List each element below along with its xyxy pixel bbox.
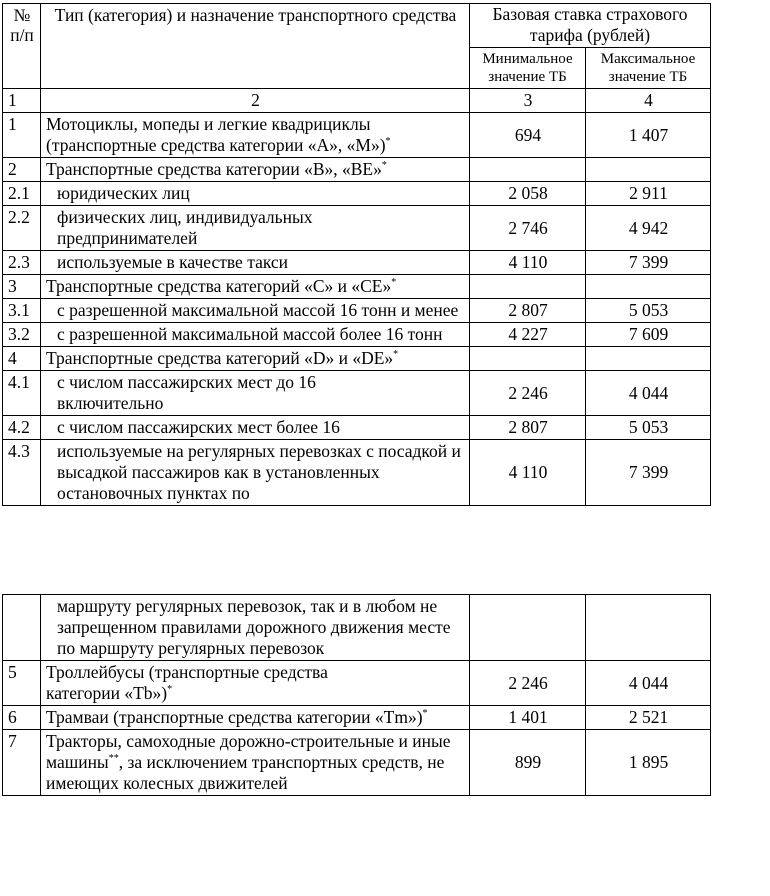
row-name: используемые в качестве такси — [41, 251, 470, 275]
col-number: 4 — [586, 89, 711, 113]
row-name: Трамваи (транспортные средства категории «Tm»)* — [41, 706, 470, 730]
table-row — [3, 275, 711, 299]
column-number-row — [3, 89, 711, 113]
table-row — [3, 251, 711, 275]
row-min: 2 807 — [470, 299, 586, 323]
col-number: 2 — [41, 89, 470, 113]
row-max — [586, 275, 711, 299]
table-row — [3, 730, 711, 796]
row-max: 1 407 — [586, 113, 711, 158]
row-name: маршруту регулярных перевозок, так и в любом не запрещенном правилами дорожного движения месте по маршруту регулярных перевозок — [41, 595, 470, 661]
row-name: Транспортные средства категорий «С» и «СЕ»* — [41, 275, 470, 299]
row-name: Троллейбусы (транспортные средства категории «Tb»)* — [41, 661, 470, 706]
row-no: 3.2 — [3, 323, 41, 347]
footnote-mark: * — [381, 160, 387, 172]
row-name: физических лиц, индивидуальных предпринимателей — [41, 206, 470, 251]
row-no: 4.2 — [3, 416, 41, 440]
row-max: 7 609 — [586, 323, 711, 347]
header-no: № п/п — [3, 4, 41, 89]
footnote-mark: * — [385, 136, 391, 148]
row-max: 7 399 — [586, 251, 711, 275]
row-no: 1 — [3, 113, 41, 158]
row-min: 2 746 — [470, 206, 586, 251]
tariff-table — [2, 3, 711, 506]
header-max: Максимальное значение ТБ — [586, 47, 711, 89]
footnote-mark: * — [393, 349, 399, 361]
row-min: 4 227 — [470, 323, 586, 347]
row-name: с числом пассажирских мест более 16 — [41, 416, 470, 440]
table-row — [3, 371, 711, 416]
row-no: 7 — [3, 730, 41, 796]
table-row — [3, 416, 711, 440]
row-name: используемые на регулярных перевозках с посадкой и высадкой пассажиров как в установленных остановочных пунктах по — [41, 440, 470, 506]
tariff-table-continued — [2, 594, 711, 796]
header-rate: Базовая ставка страхового тарифа (рублей) — [470, 4, 711, 48]
row-max — [586, 595, 711, 661]
table-row — [3, 113, 711, 158]
row-min: 2 807 — [470, 416, 586, 440]
table-row — [3, 299, 711, 323]
table-row — [3, 182, 711, 206]
row-no: 4.1 — [3, 371, 41, 416]
row-no: 3 — [3, 275, 41, 299]
row-min — [470, 158, 586, 182]
row-name: Транспортные средства категории «В», «ВЕ»* — [41, 158, 470, 182]
row-max: 5 053 — [586, 416, 711, 440]
row-no: 2 — [3, 158, 41, 182]
row-min: 4 110 — [470, 251, 586, 275]
row-name: Тракторы, самоходные дорожно-строительные и иные машины**, за исключением транспортных средств, не имеющих колесных движителей — [41, 730, 470, 796]
row-name: Транспортные средства категорий «D» и «DЕ»* — [41, 347, 470, 371]
row-no: 3.1 — [3, 299, 41, 323]
row-min — [470, 347, 586, 371]
table-row — [3, 323, 711, 347]
row-name: с разрешенной максимальной массой 16 тонн и менее — [41, 299, 470, 323]
row-max: 4 044 — [586, 371, 711, 416]
row-min — [470, 595, 586, 661]
row-name: юридических лиц — [41, 182, 470, 206]
row-max — [586, 347, 711, 371]
row-no: 6 — [3, 706, 41, 730]
row-max: 4 044 — [586, 661, 711, 706]
table-row — [3, 206, 711, 251]
row-min: 2 246 — [470, 371, 586, 416]
header-min: Минимальное значение ТБ — [470, 47, 586, 89]
row-min: 2 246 — [470, 661, 586, 706]
header-row — [3, 4, 711, 48]
row-no — [3, 595, 41, 661]
row-min: 4 110 — [470, 440, 586, 506]
row-max: 2 911 — [586, 182, 711, 206]
row-max: 4 942 — [586, 206, 711, 251]
row-max: 1 895 — [586, 730, 711, 796]
row-max: 2 521 — [586, 706, 711, 730]
col-number: 3 — [470, 89, 586, 113]
row-no: 4 — [3, 347, 41, 371]
row-max: 7 399 — [586, 440, 711, 506]
row-min: 694 — [470, 113, 586, 158]
row-name: с разрешенной максимальной массой более 16 тонн — [41, 323, 470, 347]
table-row — [3, 158, 711, 182]
header-type: Тип (категория) и назначение транспортного средства — [41, 4, 470, 89]
footnote-mark: * — [391, 277, 397, 289]
footnote-mark: ** — [108, 753, 119, 765]
row-name: с числом пассажирских мест до 16 включительно — [41, 371, 470, 416]
row-max: 5 053 — [586, 299, 711, 323]
row-min: 1 401 — [470, 706, 586, 730]
row-name: Мотоциклы, мопеды и легкие квадрициклы (транспортные средства категории «А», «М»)* — [41, 113, 470, 158]
row-min — [470, 275, 586, 299]
row-no: 4.3 — [3, 440, 41, 506]
table-row — [3, 347, 711, 371]
row-max — [586, 158, 711, 182]
table-row — [3, 440, 711, 506]
col-number: 1 — [3, 89, 41, 113]
row-no: 2.2 — [3, 206, 41, 251]
row-min: 899 — [470, 730, 586, 796]
footnote-mark: * — [422, 708, 428, 720]
row-min: 2 058 — [470, 182, 586, 206]
table-row — [3, 706, 711, 730]
row-no: 2.1 — [3, 182, 41, 206]
table-row — [3, 595, 711, 661]
table-row — [3, 661, 711, 706]
footnote-mark: * — [167, 684, 173, 696]
row-no: 2.3 — [3, 251, 41, 275]
row-no: 5 — [3, 661, 41, 706]
